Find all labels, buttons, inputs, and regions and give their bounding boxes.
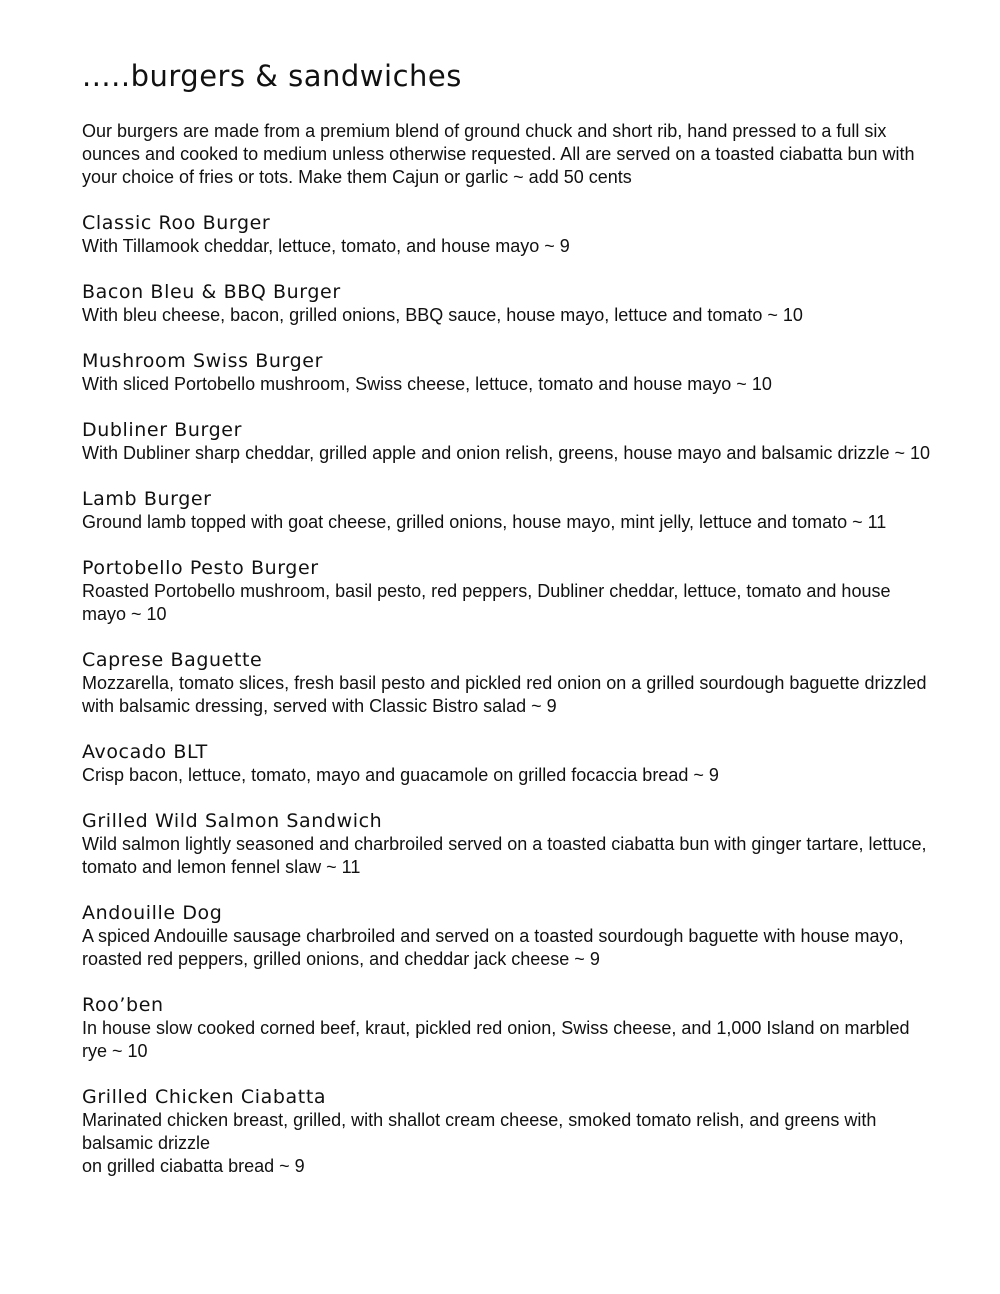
menu-item xyxy=(82,740,932,787)
menu-item-name: Classic Roo Burger xyxy=(82,212,271,234)
menu-item xyxy=(82,211,932,258)
menu-item xyxy=(82,993,932,1063)
menu-item-description: Marinated chicken breast, grilled, with shallot cream cheese, smoked tomato relish, and greens with balsamic drizzle on grilled ciabatta bread ~ 9 xyxy=(82,1110,877,1176)
menu-item xyxy=(82,809,932,879)
menu-item-name: Bacon Bleu & BBQ Burger xyxy=(82,281,341,303)
menu-item xyxy=(82,648,932,718)
menu-item xyxy=(82,280,932,327)
menu-item-description: Mozzarella, tomato slices, fresh basil pesto and pickled red onion on a grilled sourdough baguette drizzled with balsamic dressing, served with Classic Bistro salad ~ 9 xyxy=(82,673,927,716)
menu-item-description: With Dubliner sharp cheddar, grilled apple and onion relish, greens, house mayo and balsamic drizzle ~ 10 xyxy=(82,443,930,463)
menu-item-name: Roo’ben xyxy=(82,994,164,1016)
menu-page xyxy=(82,56,932,1200)
menu-item-name: Mushroom Swiss Burger xyxy=(82,350,323,372)
menu-item-description: With Tillamook cheddar, lettuce, tomato, and house mayo ~ 9 xyxy=(82,236,570,256)
menu-item xyxy=(82,1085,932,1178)
menu-item-name: Grilled Chicken Ciabatta xyxy=(82,1086,327,1108)
menu-item-description: In house slow cooked corned beef, kraut, pickled red onion, Swiss cheese, and 1,000 Island on marbled rye ~ 10 xyxy=(82,1018,910,1061)
menu-item xyxy=(82,901,932,971)
menu-item-description: Crisp bacon, lettuce, tomato, mayo and guacamole on grilled focaccia bread ~ 9 xyxy=(82,765,719,785)
menu-item-description: Ground lamb topped with goat cheese, grilled onions, house mayo, mint jelly, lettuce and tomato ~ 11 xyxy=(82,512,887,532)
menu-item-name: Andouille Dog xyxy=(82,902,223,924)
menu-section-title: .....burgers & sandwiches xyxy=(82,59,462,93)
menu-item xyxy=(82,556,932,626)
menu-item-name: Caprese Baguette xyxy=(82,649,263,671)
menu-item-description: A spiced Andouille sausage charbroiled and served on a toasted sourdough baguette with house mayo, roasted red peppers, grilled onions, and cheddar jack cheese ~ 9 xyxy=(82,926,904,969)
menu-item-description: With bleu cheese, bacon, grilled onions, BBQ sauce, house mayo, lettuce and tomato ~ 10 xyxy=(82,305,803,325)
menu-item-name: Grilled Wild Salmon Sandwich xyxy=(82,810,383,832)
menu-item xyxy=(82,418,932,465)
menu-item-name: Portobello Pesto Burger xyxy=(82,557,319,579)
menu-item xyxy=(82,349,932,396)
menu-item-name: Lamb Burger xyxy=(82,488,212,510)
menu-item-description: Roasted Portobello mushroom, basil pesto, red peppers, Dubliner cheddar, lettuce, tomato and house mayo ~ 10 xyxy=(82,581,891,624)
menu-item-description: With sliced Portobello mushroom, Swiss cheese, lettuce, tomato and house mayo ~ 10 xyxy=(82,374,772,394)
menu-intro-text: Our burgers are made from a premium blend of ground chuck and short rib, hand pressed to a full six ounces and cooked to medium unless otherwise requested. All are served on a toasted ciabatta bun with your choice of fries or tots. Make them Cajun or garlic ~ add 50 cents xyxy=(82,121,915,187)
menu-item-description: Wild salmon lightly seasoned and charbroiled served on a toasted ciabatta bun with ginger tartare, lettuce, tomato and lemon fennel slaw ~ 11 xyxy=(82,834,927,877)
menu-item xyxy=(82,487,932,534)
menu-item-name: Dubliner Burger xyxy=(82,419,242,441)
menu-item-name: Avocado BLT xyxy=(82,741,208,763)
